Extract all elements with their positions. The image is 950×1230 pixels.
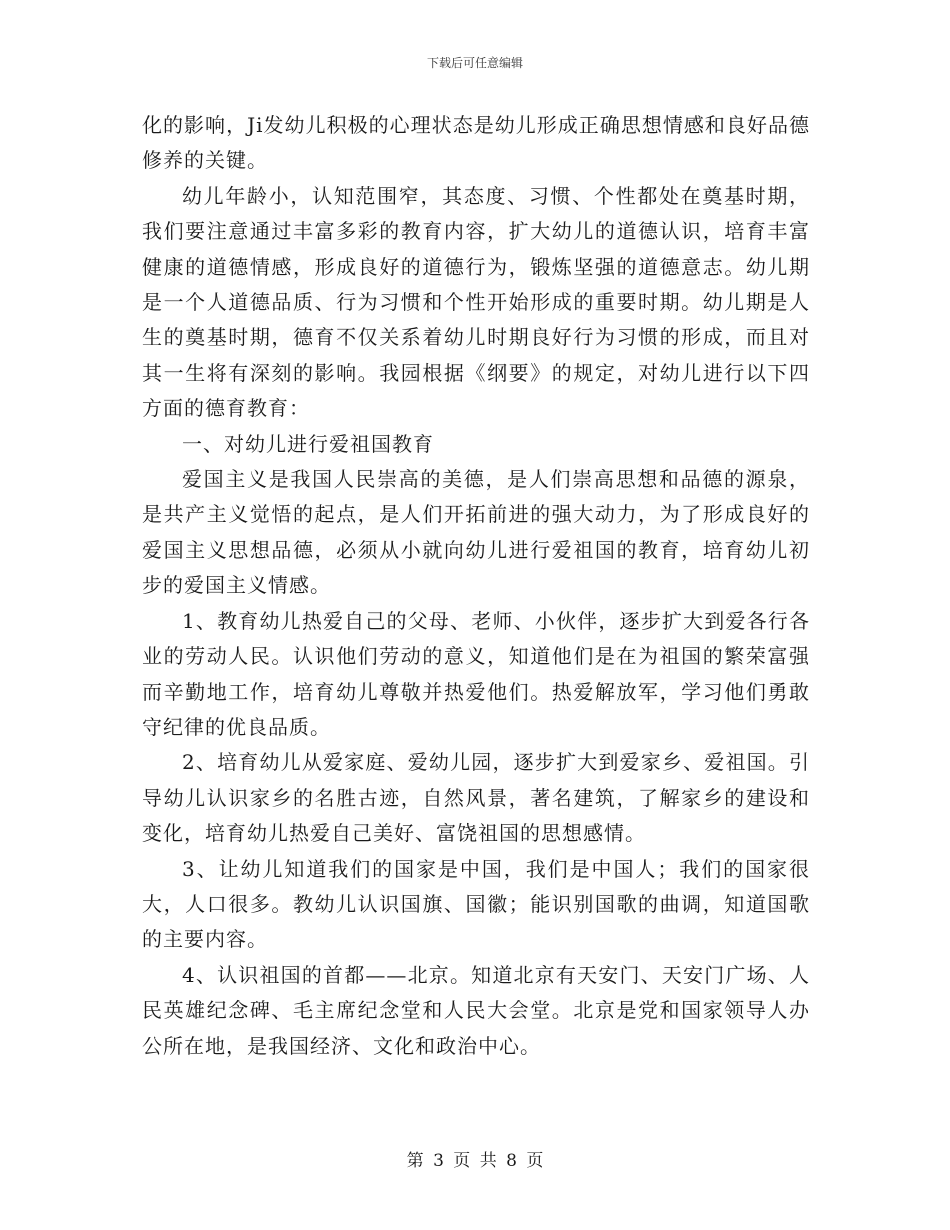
document-body [142, 108, 810, 1064]
paragraph: 幼儿年龄小，认知范围窄，其态度、习惯、个性都处在奠基时期，我们要注意通过丰富多彩的教育内容，扩大幼儿的道德认识，培育丰富健康的道德情感，形成良好的道德行为，锻炼坚强的道德意志。幼儿期是一个人道德品质、行为习惯和个性开始形成的重要时期。幼儿期是人生的奠基时期，德育不仅关系着幼儿时期良好行为习惯的形成，而且对其一生将有深刻的影响。我园根据《纲要》的规定，对幼儿进行以下四方面的德育教育： [142, 183, 810, 421]
paragraph: 爱国主义是我国人民崇高的美德，是人们崇高思想和品德的源泉，是共产主义觉悟的起点，是人们开拓前进的强大动力，为了形成良好的爱国主义思想品德，必须从小就向幼儿进行爱祖国的教育，培育幼儿初步的爱国主义情感。 [142, 467, 810, 598]
paragraph: 化的影响，Ji发幼儿积极的心理状态是幼儿形成正确思想情感和良好品德修养的关键。 [142, 113, 810, 173]
list-item: 4、认识祖国的首都——北京。知道北京有天安门、天安门广场、人民英雄纪念碑、毛主席纪念堂和人民大会堂。北京是党和国家领导人办公所在地，是我国经济、文化和政治中心。 [142, 962, 810, 1058]
page-footer: 第 3 页 共 8 页 [406, 1151, 544, 1171]
list-item: 3、让幼儿知道我们的国家是中国，我们是中国人；我们的国家很大，人口很多。教幼儿认识国旗、国徽；能识别国歌的曲调，知道国歌的主要内容。 [142, 856, 810, 952]
list-item: 2、培育幼儿从爱家庭、爱幼儿园，逐步扩大到爱家乡、爱祖国。引导幼儿认识家乡的名胜古迹，自然风景，著名建筑，了解家乡的建设和变化，培育幼儿热爱自己美好、富饶祖国的思想感情。 [142, 750, 810, 846]
page-header: 下载后可任意编辑 [426, 56, 523, 70]
section-heading: 一、对幼儿进行爱祖国教育 [182, 431, 434, 456]
list-item: 1、教育幼儿热爱自己的父母、老师、小伙伴，逐步扩大到爱各行各业的劳动人民。认识他们劳动的意义，知道他们是在为祖国的繁荣富强而辛勤地工作，培育幼儿尊敬并热爱他们。热爱解放军，学习他们勇敢守纪律的优良品质。 [142, 608, 810, 739]
